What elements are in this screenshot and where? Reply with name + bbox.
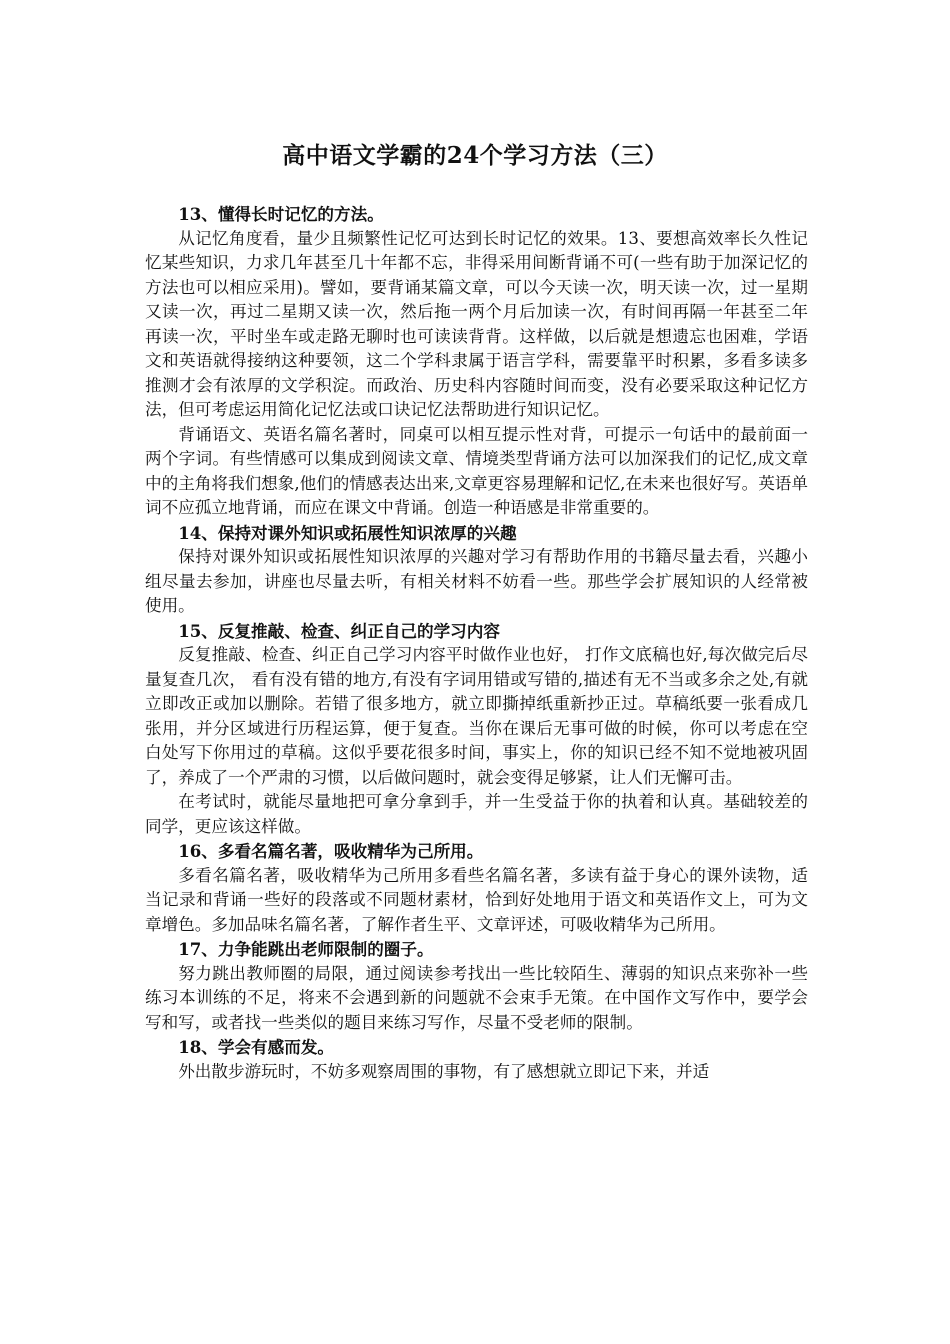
section-13-paragraph-2: 背诵语文、英语名篇名著时，同桌可以相互提示性对背，可提示一句话中的最前面一两个字词。有些情感可以集成到阅读文章、情境类型背诵方法可以加深我们的记忆,成文章中的主角将我们想象,他们的情感表达出来,文章更容易理解和记忆,在未来也很好写。英语单词不应孤立地背诵，而应在课文中背诵。创造一种语感是非常重要的。 <box>145 424 808 517</box>
section-14-heading: 14、保持对课外知识或拓展性知识浓厚的兴趣 <box>178 522 517 543</box>
section-16-heading: 16、多看名篇名著，吸收精华为己所用。 <box>178 841 484 861</box>
section-15-paragraph-1: 反复推敲、检查、纠正自己学习内容平时做作业也好， 打作文底稿也好,每次做完后尽量复查几次， 看有没有错的地方,有没有字词用错或写错的,描述有无不当或多余之处,有就立即改正或加以删除。若错了很多地方，就立即撕掉纸重新抄正过。草稿纸要一张看成几张用，并分区域进行历程运算，便于复查。当你在课后无事可做的时候，你可以考虑在空白处写下你用过的草稿。这似乎要花很多时间，事实上，你的知识已经不知不觉地被巩固了，养成了一个严肃的习惯，以后做问题时，就会变得足够紧，让人们无懈可击。 <box>145 645 808 787</box>
section-15-paragraph-2: 在考试时，就能尽量地把可拿分拿到手，并一生受益于你的执着和认真。基础较差的同学，更应该这样做。 <box>145 792 808 836</box>
section-16-paragraph-1: 多看名篇名著，吸收精华为己所用多看些名篇名著，多读有益于身心的课外读物，适当记录和背诵一些好的段落或不同题材素材，恰到好处地用于语文和英语作文上，可为文章增色。多加品味名篇名著，了解作者生平、文章评述，可吸收精华为己所用。 <box>145 865 808 934</box>
document-title: 高中语文学霸的24个学习方法（三） <box>282 142 668 169</box>
section-13-paragraph-1: 从记忆角度看，量少且频繁性记忆可达到长时记忆的效果。13、要想高效率长久性记忆某些知识，力求几年甚至几十年都不忘，非得采用间断背诵不可(一些有助于加深记忆的方法也可以相应采用)。譬如，要背诵某篇文章，可以今天读一次，明天读一次，过一星期又读一次，再过二星期又读一次，然后拖一两个月后加读一次，有时间再隔一年甚至二年再读一次，平时坐车或走路无聊时也可读读背背。这样做，以后就是想遗忘也困难，学语文和英语就得接纳这种要领，这二个学科隶属于语言学科，需要靠平时积累，多看多读多推测才会有浓厚的文学积淀。而政治、历史科内容随时间而变，没有必要采取这种记忆方法，但可考虑运用简化记忆法或口诀记忆法帮助进行知识记忆。 <box>145 228 808 419</box>
section-13-heading: 13、懂得长时记忆的方法。 <box>178 204 384 224</box>
section-14-paragraph-1: 保持对课外知识或拓展性知识浓厚的兴趣对学习有帮助作用的书籍尽量去看，兴趣小组尽量去参加，讲座也尽量去听，有相关材料不妨看一些。那些学会扩展知识的人经常被使用。 <box>145 547 808 615</box>
section-17-paragraph-1: 努力跳出教师圈的局限，通过阅读参考找出一些比较陌生、薄弱的知识点来弥补一些练习本训练的不足，将来不会遇到新的问题就不会束手无策。在中国作文写作中，要学会写和写，或者找一些类似的题目来练习写作，尽量不受老师的限制。 <box>145 963 808 1032</box>
document-body <box>145 202 808 1084</box>
section-15-heading: 15、反复推敲、检查、纠正自己的学习内容 <box>178 620 500 641</box>
section-18-heading: 18、学会有感而发。 <box>178 1037 335 1057</box>
section-18-paragraph-1: 外出散步游玩时，不妨多观察周围的事物，有了感想就立即记下来，并适 <box>178 1061 710 1081</box>
section-17-heading: 17、力争能跳出老师限制的圈子。 <box>178 939 434 959</box>
